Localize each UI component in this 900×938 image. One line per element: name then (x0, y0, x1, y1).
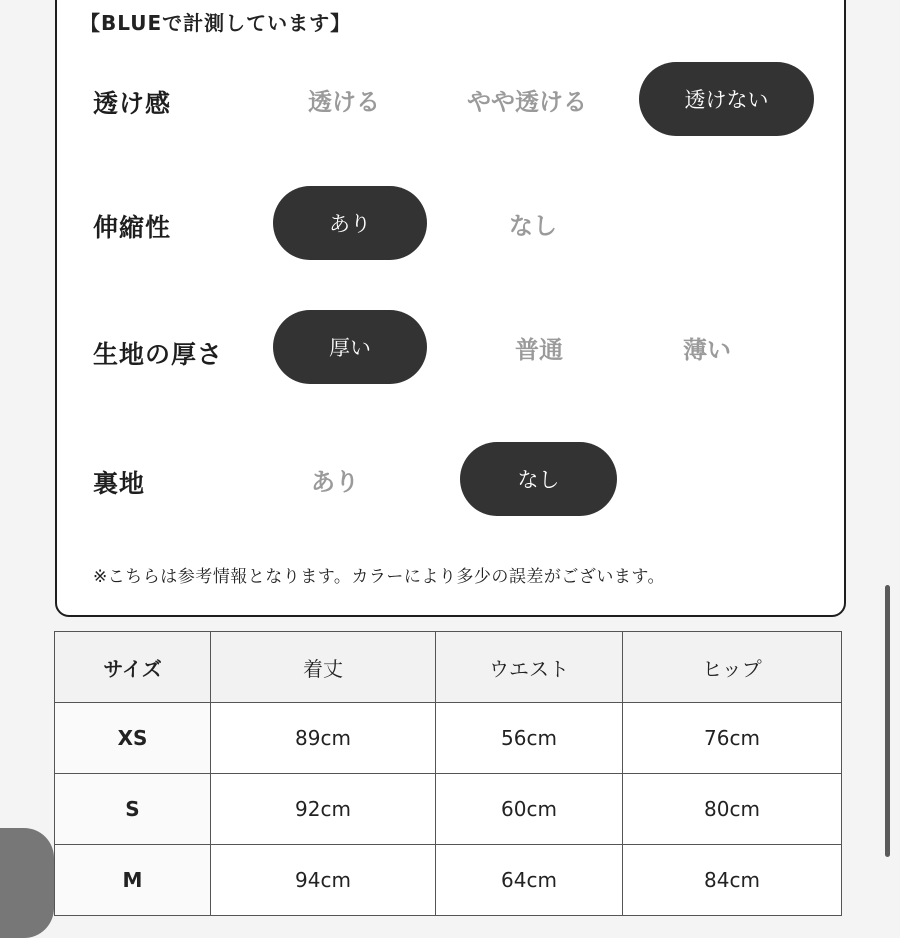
label-stretch: 伸縮性 (93, 213, 172, 242)
option-thin[interactable]: 薄い (683, 335, 731, 364)
waist-cell: 60cm (436, 774, 623, 845)
waist-cell: 64cm (436, 845, 623, 916)
background-blob (0, 828, 54, 938)
hip-cell: 76cm (623, 703, 842, 774)
header-waist: ウエスト (436, 632, 623, 703)
size-cell: XS (55, 703, 211, 774)
option-thick[interactable]: 厚い (273, 310, 427, 384)
table-row (55, 774, 842, 845)
label-lining: 裏地 (93, 469, 146, 498)
option-normal[interactable]: 普通 (515, 335, 563, 364)
header-size: サイズ (55, 632, 211, 703)
size-cell: S (55, 774, 211, 845)
header-length: 着丈 (211, 632, 436, 703)
scrollbar-thumb[interactable] (885, 585, 890, 857)
header-hip: ヒップ (623, 632, 842, 703)
disclaimer-note: ※こちらは参考情報となります。カラーにより多少の誤差がございます。 (93, 567, 666, 587)
table-row (55, 845, 842, 916)
table-header-row (55, 632, 842, 703)
label-transparency: 透け感 (93, 89, 172, 118)
length-cell: 89cm (211, 703, 436, 774)
option-lining-no[interactable]: なし (460, 442, 617, 516)
hip-cell: 80cm (623, 774, 842, 845)
length-cell: 94cm (211, 845, 436, 916)
option-transparent[interactable]: 透ける (308, 87, 380, 116)
waist-cell: 56cm (436, 703, 623, 774)
option-lining-yes[interactable]: あり (311, 467, 359, 496)
option-stretch-no[interactable]: なし (509, 211, 557, 240)
option-stretch-yes[interactable]: あり (273, 186, 427, 260)
measurement-note: 【BLUEで計測しています】 (80, 11, 352, 35)
option-not-transparent[interactable]: 透けない (639, 62, 814, 136)
option-slightly-transparent[interactable]: やや透ける (467, 87, 587, 116)
hip-cell: 84cm (623, 845, 842, 916)
size-cell: M (55, 845, 211, 916)
label-thickness: 生地の厚さ (93, 340, 224, 369)
length-cell: 92cm (211, 774, 436, 845)
table-row (55, 703, 842, 774)
size-table (54, 631, 842, 916)
